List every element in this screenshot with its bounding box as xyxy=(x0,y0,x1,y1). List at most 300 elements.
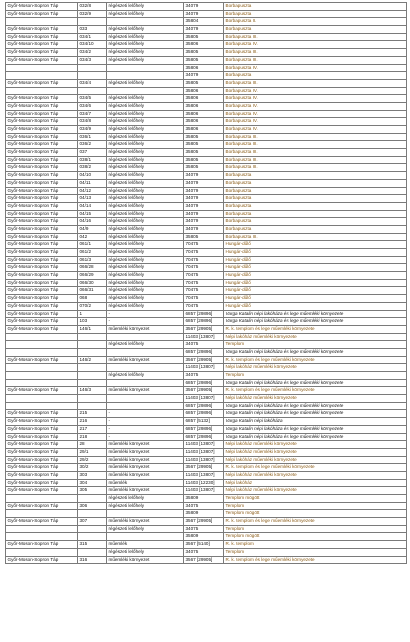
code-cell: 6857 [29896] xyxy=(184,318,224,326)
name-cell: Varga Katalin népi lakóháza és lege műemléki környezete xyxy=(224,425,407,433)
county-text: Győr-Moson-Sopron xyxy=(7,249,50,254)
lot-cell: 146/1 xyxy=(78,325,107,333)
lot-cell: 034/8 xyxy=(78,118,107,126)
code-cell: 35806 xyxy=(184,118,224,126)
name-cell: Varga Katalin népi lakóháza és lege műemléki környezete xyxy=(224,402,407,410)
type-cell: régészeti lelőhely xyxy=(107,548,184,556)
code-cell: 35806 xyxy=(184,64,224,72)
name-cell: Hungár-dűlő xyxy=(224,295,407,303)
type-cell xyxy=(107,348,184,356)
type-cell: - xyxy=(107,318,184,326)
table-row xyxy=(6,433,407,441)
code-cell: 35806 xyxy=(184,126,224,134)
table-row xyxy=(6,333,407,341)
area-text: Táp xyxy=(50,387,59,393)
type-cell xyxy=(107,333,184,341)
lot-cell: 042 xyxy=(78,233,107,241)
type-cell: műemléki környezet xyxy=(107,325,184,333)
county-text: Győr-Moson-Sopron xyxy=(7,187,50,193)
code-cell: 11403 [13807] xyxy=(184,395,224,403)
table-row xyxy=(6,95,407,103)
area-text: Táp xyxy=(50,187,59,193)
lot-cell xyxy=(78,402,107,410)
lot-cell: 070/2 xyxy=(78,302,107,310)
type-cell xyxy=(107,395,184,403)
name-cell: Népi lakóház műemléki környezete xyxy=(224,333,407,341)
table-row xyxy=(6,56,407,64)
county-text: Győr-Moson-Sopron xyxy=(7,56,50,62)
table-row xyxy=(6,179,407,187)
area-text: Táp xyxy=(50,102,59,108)
table-row xyxy=(6,456,407,464)
county-area-cell xyxy=(6,464,78,472)
type-cell: - xyxy=(107,425,184,433)
name-cell: Templom xyxy=(224,341,407,349)
type-cell: régészeti lelőhely xyxy=(107,3,184,11)
county-text: Győr-Moson-Sopron xyxy=(7,172,50,178)
name-cell: Borbapuszta IV. xyxy=(224,87,407,95)
code-cell: 11403 [13807] xyxy=(184,364,224,372)
lot-cell: 04/9 xyxy=(78,225,107,233)
area-text: Táp xyxy=(50,502,59,508)
table-row xyxy=(6,510,407,518)
lot-cell: 068 xyxy=(78,295,107,303)
county-area-cell xyxy=(6,72,78,80)
county-area-cell xyxy=(6,341,78,349)
county-area-cell xyxy=(6,433,78,441)
type-cell: műemléki környezet xyxy=(107,456,184,464)
county-text: Győr-Moson-Sopron xyxy=(7,210,50,216)
county-text: Győr-Moson-Sopron xyxy=(7,49,50,55)
lot-cell: 061/3 xyxy=(78,256,107,264)
type-cell: régészeti lelőhely xyxy=(107,195,184,203)
name-cell: Templom mögött xyxy=(224,533,407,541)
county-text: Győr-Moson-Sopron xyxy=(7,518,50,524)
type-cell: régészeti lelőhely xyxy=(107,502,184,510)
table-row xyxy=(6,87,407,95)
area-text: Táp xyxy=(50,448,59,454)
lot-cell: 066/30 xyxy=(78,279,107,287)
lot-cell: 103 xyxy=(78,318,107,326)
area-text: Táp xyxy=(50,456,59,462)
name-cell: R. k. templom és lege műemléki környezete xyxy=(224,518,407,526)
lot-cell xyxy=(78,364,107,372)
county-area-cell xyxy=(6,533,78,541)
code-cell: 35805 xyxy=(184,164,224,172)
name-cell: R. k. templom és lege műemléki környezete xyxy=(224,464,407,472)
type-cell xyxy=(107,87,184,95)
name-cell: Borbapuszta IV. xyxy=(224,95,407,103)
code-cell: 35805 xyxy=(184,33,224,41)
name-cell: Templom mögött xyxy=(224,510,407,518)
table-row xyxy=(6,441,407,449)
lot-cell: 038/2 xyxy=(78,164,107,172)
code-cell: 3567 [5140] xyxy=(184,541,224,549)
county-text: Győr-Moson-Sopron xyxy=(7,179,50,185)
county-area-cell xyxy=(6,149,78,157)
code-cell: 34075 xyxy=(184,341,224,349)
code-cell: 70475 xyxy=(184,287,224,295)
lot-cell: 146/2 xyxy=(78,356,107,364)
area-text: Táp xyxy=(50,310,59,316)
area-text: Táp xyxy=(50,141,59,147)
county-area-cell xyxy=(6,541,78,549)
lot-cell: 305 xyxy=(78,487,107,495)
type-cell: műemléki környezet xyxy=(107,441,184,449)
table-row xyxy=(6,464,407,472)
table-row xyxy=(6,141,407,149)
type-cell: - xyxy=(107,433,184,441)
county-area-cell xyxy=(6,87,78,95)
county-area-cell xyxy=(6,548,78,556)
county-area-cell xyxy=(6,241,78,249)
area-text: Táp xyxy=(50,556,59,562)
table-row xyxy=(6,249,407,257)
area-text: Táp xyxy=(50,179,59,185)
county-area-cell xyxy=(6,525,78,533)
code-cell: 35809 xyxy=(184,510,224,518)
area-text: Táp xyxy=(50,464,59,470)
code-cell: 70475 xyxy=(184,241,224,249)
type-cell: régészeti lelőhely xyxy=(107,102,184,110)
county-area-cell xyxy=(6,333,78,341)
county-area-cell xyxy=(6,287,78,295)
type-cell: régészeti lelőhely xyxy=(107,179,184,187)
table-row xyxy=(6,225,407,233)
name-cell: Borbapuszta III. xyxy=(224,233,407,241)
county-area-cell xyxy=(6,210,78,218)
area-text: Táp xyxy=(50,156,59,162)
name-cell: Templom xyxy=(224,502,407,510)
area-text: Táp xyxy=(50,287,59,293)
county-area-cell xyxy=(6,225,78,233)
county-text: Győr-Moson-Sopron xyxy=(7,156,50,162)
county-area-cell xyxy=(6,95,78,103)
county-area-cell xyxy=(6,279,78,287)
county-area-cell xyxy=(6,56,78,64)
area-text: Táp xyxy=(50,479,59,485)
type-cell: régészeti lelőhely xyxy=(107,279,184,287)
lot-cell: 04/15 xyxy=(78,210,107,218)
type-cell: régészeti lelőhely xyxy=(107,126,184,134)
lot-cell: 04/14 xyxy=(78,202,107,210)
lot-cell: 04/16 xyxy=(78,218,107,226)
code-cell: 34079 xyxy=(184,172,224,180)
table-row xyxy=(6,372,407,380)
type-cell: régészeti lelőhely xyxy=(107,202,184,210)
county-text: Győr-Moson-Sopron xyxy=(7,164,50,170)
county-area-cell xyxy=(6,218,78,226)
table-row xyxy=(6,325,407,333)
type-cell: régészeti lelőhely xyxy=(107,10,184,18)
lot-cell xyxy=(78,379,107,387)
name-cell: Varga Katalin népi lakóháza és lege műemléki környezete xyxy=(224,379,407,387)
area-text: Táp xyxy=(50,233,59,239)
county-area-cell xyxy=(6,3,78,11)
table-row xyxy=(6,518,407,526)
area-text: Táp xyxy=(50,441,59,447)
county-area-cell xyxy=(6,195,78,203)
lot-cell: 29/2 xyxy=(78,456,107,464)
type-cell xyxy=(107,64,184,72)
county-text: Győr-Moson-Sopron xyxy=(7,441,50,447)
area-text: Táp xyxy=(50,133,59,139)
table-row xyxy=(6,264,407,272)
name-cell: Hungár-dűlő xyxy=(224,272,407,280)
county-area-cell xyxy=(6,441,78,449)
table-row xyxy=(6,26,407,34)
name-cell: Borbapuszta xyxy=(224,218,407,226)
table-row xyxy=(6,218,407,226)
type-cell: régészeti lelőhely xyxy=(107,33,184,41)
lot-cell: 04/11 xyxy=(78,179,107,187)
name-cell: Borbapuszta xyxy=(224,225,407,233)
table-row xyxy=(6,471,407,479)
table-row xyxy=(6,79,407,87)
table-row xyxy=(6,541,407,549)
name-cell: Hungár-dűlő xyxy=(224,279,407,287)
table-row xyxy=(6,318,407,326)
county-area-cell xyxy=(6,356,78,364)
lot-cell: 066/29 xyxy=(78,272,107,280)
lot-cell: 061/2 xyxy=(78,249,107,257)
county-area-cell xyxy=(6,164,78,172)
code-cell: 34079 xyxy=(184,218,224,226)
county-area-cell xyxy=(6,425,78,433)
code-cell: 34075 xyxy=(184,548,224,556)
name-cell: Borbapuszta III. xyxy=(224,149,407,157)
area-text: Táp xyxy=(50,541,59,547)
code-cell: 35809 xyxy=(184,495,224,503)
table-row xyxy=(6,533,407,541)
table-row xyxy=(6,72,407,80)
table-row xyxy=(6,187,407,195)
name-cell: Népi lakóház műemléki környezete xyxy=(224,471,407,479)
code-cell: 34079 xyxy=(184,26,224,34)
county-text: Győr-Moson-Sopron xyxy=(7,464,50,470)
table-row xyxy=(6,310,407,318)
county-area-cell xyxy=(6,448,78,456)
name-cell: R. k. templom és lege műemléki környezete xyxy=(224,356,407,364)
table-row xyxy=(6,395,407,403)
county-text: Győr-Moson-Sopron xyxy=(7,256,50,262)
county-text: Győr-Moson-Sopron xyxy=(7,541,50,547)
county-text: Győr-Moson-Sopron xyxy=(7,264,50,270)
area-text: Táp xyxy=(50,210,59,216)
county-text: Győr-Moson-Sopron xyxy=(7,556,50,562)
lot-cell xyxy=(78,495,107,503)
code-cell: 6857 [29896] xyxy=(184,410,224,418)
type-cell: régészeti lelőhely xyxy=(107,302,184,310)
type-cell: műemléki környezet xyxy=(107,356,184,364)
code-cell: 70475 xyxy=(184,295,224,303)
code-cell: 3567 [29905] xyxy=(184,518,224,526)
county-area-cell xyxy=(6,179,78,187)
county-area-cell xyxy=(6,10,78,18)
lot-cell: 215 xyxy=(78,410,107,418)
area-text: Táp xyxy=(50,418,59,424)
table-row xyxy=(6,164,407,172)
name-cell: R. k. templom és lege műemléki környezete xyxy=(224,556,407,564)
area-text: Táp xyxy=(50,10,59,16)
code-cell: 11403 [13807] xyxy=(184,487,224,495)
county-text: Győr-Moson-Sopron xyxy=(7,141,50,147)
county-text: Győr-Moson-Sopron xyxy=(7,410,50,416)
name-cell: Borbapuszta III. xyxy=(224,141,407,149)
county-area-cell xyxy=(6,110,78,118)
type-cell xyxy=(107,379,184,387)
area-text: Táp xyxy=(50,202,59,208)
table-row xyxy=(6,256,407,264)
county-area-cell xyxy=(6,118,78,126)
type-cell: régészeti lelőhely xyxy=(107,56,184,64)
lot-cell: 034/9 xyxy=(78,126,107,134)
code-cell: 6857 [5132] xyxy=(184,418,224,426)
area-text: Táp xyxy=(50,149,59,155)
code-cell: 70475 xyxy=(184,256,224,264)
county-area-cell xyxy=(6,79,78,87)
type-cell: - xyxy=(107,310,184,318)
county-area-cell xyxy=(6,264,78,272)
type-cell: régészeti lelőhely xyxy=(107,495,184,503)
name-cell: Borbapuszta xyxy=(224,3,407,11)
lot-cell: 034/2 xyxy=(78,49,107,57)
type-cell: régészeti lelőhely xyxy=(107,49,184,57)
lot-cell: 061/1 xyxy=(78,241,107,249)
lot-cell: 034/3 xyxy=(78,56,107,64)
county-area-cell xyxy=(6,556,78,564)
lot-cell: 304 xyxy=(78,479,107,487)
county-area-cell xyxy=(6,318,78,326)
lot-cell: 037 xyxy=(78,149,107,157)
name-cell: Templom xyxy=(224,525,407,533)
county-text: Győr-Moson-Sopron xyxy=(7,302,50,308)
lot-cell: 034/4 xyxy=(78,79,107,87)
area-text: Táp xyxy=(50,241,59,247)
county-text: Győr-Moson-Sopron xyxy=(7,149,50,155)
lot-cell xyxy=(78,548,107,556)
code-cell: 3567 [29905] xyxy=(184,387,224,395)
type-cell: régészeti lelőhely xyxy=(107,172,184,180)
code-cell: 3567 [29905] xyxy=(184,556,224,564)
table-row xyxy=(6,102,407,110)
name-cell: Templom xyxy=(224,548,407,556)
lot-cell: 033 xyxy=(78,26,107,34)
county-area-cell xyxy=(6,418,78,426)
table-row xyxy=(6,410,407,418)
code-cell: 11403 [13807] xyxy=(184,456,224,464)
area-text: Táp xyxy=(50,471,59,477)
table-row xyxy=(6,126,407,134)
lot-cell: 29/1 xyxy=(78,448,107,456)
code-cell: 34075 xyxy=(184,502,224,510)
lot-cell: 036/1 xyxy=(78,133,107,141)
table-row xyxy=(6,10,407,18)
type-cell: régészeti lelőhely xyxy=(107,79,184,87)
table-row xyxy=(6,556,407,564)
name-cell: Borbapuszta IV. xyxy=(224,64,407,72)
lot-cell xyxy=(78,87,107,95)
lot-cell xyxy=(78,348,107,356)
code-cell: 3567 [29905] xyxy=(184,325,224,333)
lot-cell: 066/28 xyxy=(78,264,107,272)
area-text: Táp xyxy=(50,410,59,416)
type-cell: régészeti lelőhely xyxy=(107,341,184,349)
name-cell: Hungár-dűlő xyxy=(224,256,407,264)
area-text: Táp xyxy=(50,256,59,262)
area-text: Táp xyxy=(50,56,59,62)
name-cell: Borbapuszta III. xyxy=(224,164,407,172)
name-cell: Borbapuszta IV. xyxy=(224,118,407,126)
area-text: Táp xyxy=(50,79,59,85)
area-text: Táp xyxy=(50,110,59,116)
type-cell: műemléki környezet xyxy=(107,471,184,479)
area-text: Táp xyxy=(50,295,59,301)
code-cell: 34075 xyxy=(184,372,224,380)
name-cell: R. k. templom és lege műemléki környezete xyxy=(224,325,407,333)
county-text: Győr-Moson-Sopron xyxy=(7,202,50,208)
type-cell xyxy=(107,18,184,26)
code-cell: 34079 xyxy=(184,187,224,195)
county-area-cell xyxy=(6,395,78,403)
lot-cell xyxy=(78,525,107,533)
name-cell: Borbapuszta IV. xyxy=(224,126,407,134)
lot-cell: 315 xyxy=(78,541,107,549)
lot-cell xyxy=(78,72,107,80)
type-cell: műemlék xyxy=(107,479,184,487)
name-cell: Borbapuszta xyxy=(224,202,407,210)
table-row xyxy=(6,18,407,26)
name-cell: Borbapuszta IV. xyxy=(224,41,407,49)
county-area-cell xyxy=(6,202,78,210)
table-row xyxy=(6,448,407,456)
name-cell: Borbapuszta xyxy=(224,172,407,180)
area-text: Táp xyxy=(50,225,59,231)
type-cell xyxy=(107,364,184,372)
lot-cell: 307 xyxy=(78,518,107,526)
code-cell: 34079 xyxy=(184,195,224,203)
name-cell: Hungár-dűlő xyxy=(224,287,407,295)
table-row xyxy=(6,364,407,372)
table-row xyxy=(6,425,407,433)
county-area-cell xyxy=(6,102,78,110)
table-row xyxy=(6,233,407,241)
table-row xyxy=(6,418,407,426)
county-text: Győr-Moson-Sopron xyxy=(7,272,50,278)
name-cell: Borbapuszta xyxy=(224,10,407,18)
area-text: Táp xyxy=(50,95,59,101)
name-cell: Borbapuszta III. xyxy=(224,156,407,164)
name-cell: Borbapuszta III. xyxy=(224,33,407,41)
area-text: Táp xyxy=(50,126,59,131)
county-area-cell xyxy=(6,387,78,395)
type-cell: műemléki környezet xyxy=(107,387,184,395)
county-area-cell xyxy=(6,410,78,418)
county-area-cell xyxy=(6,402,78,410)
lot-cell xyxy=(78,372,107,380)
table-row xyxy=(6,287,407,295)
code-cell: 6857 [29896] xyxy=(184,379,224,387)
code-cell: 35805 xyxy=(184,79,224,87)
name-cell: Varga Katalin népi lakóháza és lege műemléki környezete xyxy=(224,318,407,326)
code-cell: 35809 xyxy=(184,533,224,541)
code-cell: 6857 [29896] xyxy=(184,310,224,318)
table-row xyxy=(6,110,407,118)
code-cell: 11403 [13807] xyxy=(184,448,224,456)
name-cell: Borbapuszta xyxy=(224,187,407,195)
table-row xyxy=(6,387,407,395)
lot-cell: 038/1 xyxy=(78,156,107,164)
